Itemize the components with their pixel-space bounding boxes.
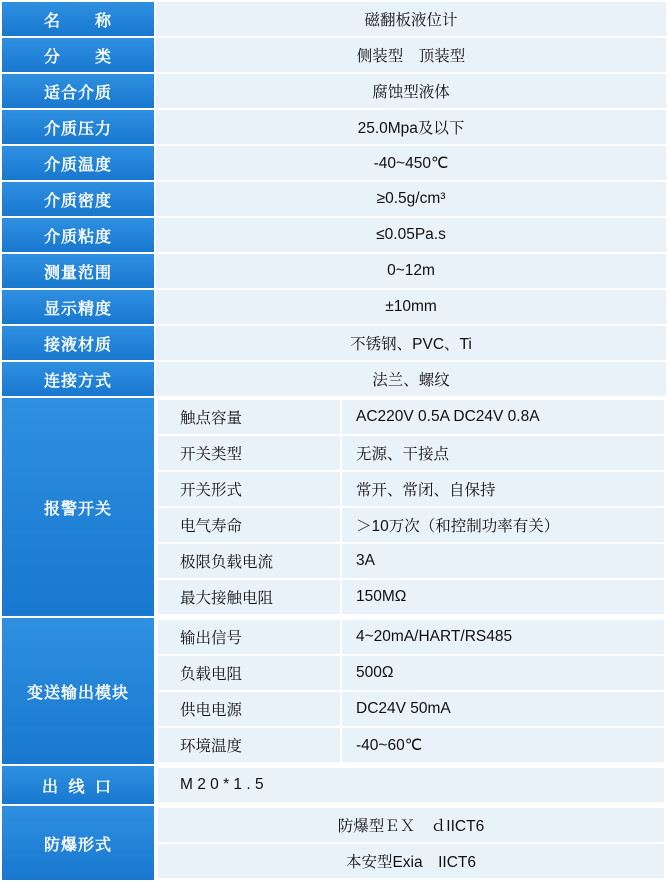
row-label-outlet: 出 线 口: [2, 766, 154, 804]
row-value: ≤0.05Pa.s: [156, 218, 666, 252]
group-body-alarm-switch: [156, 398, 666, 616]
row-label: 名 称: [2, 2, 154, 36]
list-item: [158, 544, 664, 578]
row-value: 法兰、螺纹: [156, 362, 666, 396]
list-item: [158, 620, 664, 654]
list-item: [158, 844, 664, 878]
list-item: [158, 436, 664, 470]
group-label-alarm-switch: 报警开关: [2, 398, 154, 616]
row-value: 侧装型 顶装型: [156, 38, 666, 72]
item-key: 供电电源: [158, 692, 340, 726]
table-row-outlet: [2, 766, 666, 804]
list-item: [158, 656, 664, 690]
item-key: 环境温度: [158, 728, 340, 762]
row-value: 0~12m: [156, 254, 666, 288]
row-label: 介质温度: [2, 146, 154, 180]
row-label: 介质粘度: [2, 218, 154, 252]
row-label: 适合介质: [2, 74, 154, 108]
table-row: [2, 74, 666, 108]
list-item: [158, 400, 664, 434]
row-value: 不锈钢、PVC、Ti: [156, 326, 666, 360]
item-value: ＞10万次（和控制功率有关）: [342, 508, 664, 542]
list-item: [158, 692, 664, 726]
table-row: [2, 38, 666, 72]
item-key: 电气寿命: [158, 508, 340, 542]
item-key: 最大接触电阻: [158, 580, 340, 614]
list-item: [158, 472, 664, 506]
table-row: [2, 2, 666, 36]
alarm-switch-table: [156, 398, 666, 616]
table-row: [2, 218, 666, 252]
table-row: [2, 326, 666, 360]
row-label: 测量范围: [2, 254, 154, 288]
item-value: 150MΩ: [342, 580, 664, 614]
row-label: 连接方式: [2, 362, 154, 396]
item-key: 负载电阻: [158, 656, 340, 690]
row-value: 25.0Mpa及以下: [156, 110, 666, 144]
table-row: [2, 182, 666, 216]
explosion-proof-value: 防爆型ＥＸ ｄIICT6: [158, 808, 664, 842]
group-label-explosion-proof: 防爆形式: [2, 806, 154, 880]
item-key: 输出信号: [158, 620, 340, 654]
outlet-value: M 2 0 * 1 . 5: [158, 768, 664, 802]
item-value: AC220V 0.5A DC24V 0.8A: [342, 400, 664, 434]
item-key: 开关形式: [158, 472, 340, 506]
item-key: 极限负载电流: [158, 544, 340, 578]
item-key: 开关类型: [158, 436, 340, 470]
item-value: DC24V 50mA: [342, 692, 664, 726]
row-value: 磁翻板液位计: [156, 2, 666, 36]
row-value-outlet-wrap: [156, 766, 666, 804]
list-item: [158, 728, 664, 762]
table-row: [2, 290, 666, 324]
explosion-proof-table: [156, 806, 666, 880]
table-row-group-transmitter: [2, 618, 666, 764]
row-label: 接液材质: [2, 326, 154, 360]
list-item: [158, 580, 664, 614]
outlet-table: [156, 766, 666, 804]
table-row: [2, 362, 666, 396]
group-label-transmitter-module: 变送输出模块: [2, 618, 154, 764]
list-item: [158, 768, 664, 802]
group-body-transmitter-module: [156, 618, 666, 764]
table-row: [2, 254, 666, 288]
row-label: 介质压力: [2, 110, 154, 144]
row-label: 显示精度: [2, 290, 154, 324]
item-value: -40~60℃: [342, 728, 664, 762]
item-value: 500Ω: [342, 656, 664, 690]
table-row: [2, 110, 666, 144]
item-value: 3A: [342, 544, 664, 578]
transmitter-module-table: [156, 618, 666, 764]
item-value: 无源、干接点: [342, 436, 664, 470]
item-key: 触点容量: [158, 400, 340, 434]
row-value: ≥0.5g/cm³: [156, 182, 666, 216]
group-body-explosion-proof: [156, 806, 666, 880]
explosion-proof-value: 本安型Exia IICT6: [158, 844, 664, 878]
row-value: ±10mm: [156, 290, 666, 324]
list-item: [158, 808, 664, 842]
row-value: 腐蚀型液体: [156, 74, 666, 108]
list-item: [158, 508, 664, 542]
table-row: [2, 146, 666, 180]
table-row-group-alarm: [2, 398, 666, 616]
item-value: 4~20mA/HART/RS485: [342, 620, 664, 654]
row-label: 分 类: [2, 38, 154, 72]
row-label: 介质密度: [2, 182, 154, 216]
row-value: -40~450℃: [156, 146, 666, 180]
item-value: 常开、常闭、自保持: [342, 472, 664, 506]
table-row-group-explosion: [2, 806, 666, 880]
